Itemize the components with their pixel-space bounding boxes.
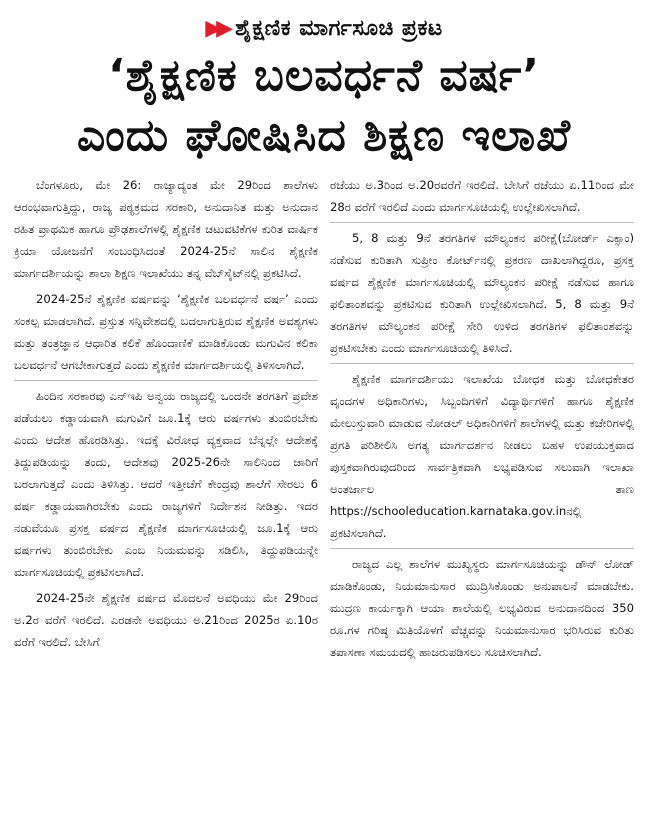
right-column [330,174,634,667]
headline-line-1: ‘ಶೈಕ್ಷಣಿಕ ಬಲವರ್ಧನೆ ವರ್ಷ’ [107,50,541,101]
paragraph: 2024-25ನೆ ಶೈಕ್ಷಣಿಕ ವರ್ಷವನ್ನು ‘ಶೈಕ್ಷಣಿಕ ಬಲವರ್ಧನೆ ವರ್ಷ’ ಎಂದು ಸಂಕಲ್ಪ ಮಾಡಲಾಗಿದೆ. ಪ್ರಸ್ತುತ ಸನ್ನಿವೇಶದಲ್ಲಿ ಬದಲಾಗುತ್ತಿರುವ ಶೈಕ್ಷಣಿಕ ಅವಶ್ಯಗಳು ಮತ್ತು ತಂತ್ರಜ್ಞಾನ ಆಧಾರಿತ ಕಲಿಕೆ ಹೊಂದಾಣಿಕೆ ಮಾಡಿಕೊಂಡು ಮಗುವಿನ ಕಲಿಕಾ ಬಲವರ್ಧನೆ ಆಗಬೇಕಾಗುತ್ತದೆ ಎಂದು ಶೈಕ್ಷಣಿಕ ಮಾರ್ಗದರ್ಶಿಯಲ್ಲಿ ತಿಳಿಸಲಾಗಿದೆ. [14,292,318,372]
headline-line-2: ಎಂದು ಘೋಷಿಸಿದ ಶಿಕ್ಷಣ ಇಲಾಖೆ [77,110,571,161]
double-arrow-icon: ▶▶ [205,15,228,41]
paragraph: ರಾಜ್ಯದ ಎಲ್ಲ ಶಾಲೆಗಳ ಮುಖ್ಯಸ್ಥರು ಮಾರ್ಗಸೂಚಿಯನ್ನು ಡೌನ್ ಲೋಡ್ ಮಾಡಿಕೊಂಡು, ನಿಯಮಾನುಸಾರ ಮುದ್ರಿಸಿಕೊಂಡು ಅನುಪಾಲನೆ ಮಾಡಬೇಕು. ಮುದ್ರಣ ಕಾರ್ಯಕ್ಕಾಗಿ ಆಯಾ ಶಾಲೆಯಲ್ಲಿ ಲಭ್ಯವಿರುವ ಅನುದಾನದಿಂದ 350 ರೂ.ಗಳ ಗರಿಷ್ಠ ಮಿತಿಯೊಳಗೆ ವೆಚ್ಚವನ್ನು ನಿಯಮಾನುಸಾರ ಭರಿಸಿರುವ ಕುರಿತು ತಪಾಸಣಾ ಸಮಯದಲ್ಲಿ ಹಾಜರುಪಡಿಸಲು ಸೂಚಿಸಲಾಗಿದೆ. [330,548,634,663]
paragraph: ಬೆಂಗಳೂರು, ಮೇ 26: ರಾಜ್ಯಾದ್ಯಂತ ಮೇ 29ರಿಂದ ಶಾಲೆಗಳು ಆರಂಭವಾಗುತ್ತಿದ್ದು, ರಾಜ್ಯ ಪಠ್ಯಕ್ರಮದ ಸರಕಾರಿ, ಅನುದಾನಿತ ಮತ್ತು ಅನುದಾನ ರಹಿತ ಪ್ರಾಥಮಿಕ ಹಾಗೂ ಪ್ರೌಢಶಾಲೆಗಳಲ್ಲಿ ಶೈಕ್ಷಣಿಕ ಚಟುವಟಿಕೆಗಳ ಕುರಿತ ವಾರ್ಷಿಕ ಕ್ರಿಯಾ ಯೋಜನೆಗೆ ಸಂಬಂಧಿಸಿದಂತೆ 2024-25ನೆ ಸಾಲಿನ ಶೈಕ್ಷಣಿಕ ಮಾರ್ಗದರ್ಶಿಯನ್ನು ಶಾಲಾ ಶಿಕ್ಷಣ ಇಲಾಖೆಯು ತನ್ನ ವೆಬ್‌ಸೈಟ್‌ನಲ್ಲಿ ಪ್ರಕಟಿಸಿದೆ. [14,178,318,280]
article-body [14,174,634,667]
paragraph: ಹಿಂದಿನ ಸರಕಾರವು ಎನ್‌ಇಪಿ ಅನ್ವಯ ರಾಜ್ಯದಲ್ಲಿ ಒಂದನೇ ತರಗತಿಗೆ ಪ್ರವೇಶ ಪಡೆಯಲು ಕಡ್ಡಾಯವಾಗಿ ಮಗುವಿಗೆ ಜೂ.1ಕ್ಕೆ ಆರು ವರ್ಷಗಳು ತುಂಬಿರಬೇಕು ಎಂದು ಆದೇಶ ಹೊರಡಿಸಿತ್ತು. ಇದಕ್ಕೆ ವಿರೋಧ ವ್ಯಕ್ತವಾದ ಬೆನ್ನಲ್ಲೇ ಆದೇಶಕ್ಕೆ ತಿದ್ದುಪಡಿಯನ್ನು ತಂದು, ಆದೇಶವು 2025-26ನೇ ಸಾಲಿನಿಂದ ಜಾರಿಗೆ ಬರಲಾಗುತ್ತದೆ ಎಂದು ತಿಳಿಸಿತ್ತು. ಆದರೆ ಇತ್ತೀಚೆಗೆ ಕೇಂದ್ರವು ಶಾಲೆಗೆ ಸೇರಲು 6 ವರ್ಷ ಕಡ್ಡಾಯವಾಗಿರಬೇಕು ಎಂದು ರಾಜ್ಯಗಳಿಗೆ ನಿರ್ದೇಶನ ನೀಡಿತ್ತು. ಇದರ ನಡುವೆಯೂ ಪ್ರಸಕ್ತ ವರ್ಷದ ಶೈಕ್ಷಣಿಕ ಮಾರ್ಗಸೂಚಿಯಲ್ಲಿ ಜೂ.1ಕ್ಕೆ ಆರು ವರ್ಷಗಳು ತುಂಬಿರಬೇಕು ಎಂಬ ನಿಯಮವನ್ನು ಸಡಿಲಿಸಿ, ತಿದ್ದುಪಡಿಯನ್ನೇ ಮಾರ್ಗಸೂಚಿಯಲ್ಲಿ ಪ್ರಕಟಿಸಲಾಗಿದೆ. [14,380,318,583]
paragraph: 5, 8 ಮತ್ತು 9ನೆ ತರಗತಿಗಳ ಮೌಲ್ಯಂಕನ ಪರೀಕ್ಷೆ(ಬೋರ್ಡ್ ಎಕ್ಸಾಂ) ನಡೆಸುವ ಕುರಿತಾಗಿ ಸುಪ್ರೀಂ ಕೋರ್ಟ್‌ನಲ್ಲಿ ಪ್ರಕರಣ ದಾಖಲಾಗಿದ್ದರೂ, ಪ್ರಸಕ್ತ ವರ್ಷದ ಶೈಕ್ಷಣಿಕ ಮಾರ್ಗಸೂಚಿಯಲ್ಲಿ ಮೌಲ್ಯಂಕನ ಪರೀಕ್ಷೆ ನಡೆಸುವ ಹಾಗೂ ಫಲಿತಾಂಶವನ್ನು ಪ್ರಕಟಿಸುವ ಕುರಿತಾಗಿ ಉಲ್ಲೇಖಿಸಲಾಗಿದೆ. 5, 8 ಮತ್ತು 9ನೆ ತರಗತಿಗಳ ಮೌಲ್ಯಂಕನ ಪರೀಕ್ಷೆ ಸೇರಿ ಉಳಿದ ತರಗತಿಗಳ ಫಲಿತಾಂಶವನ್ನು ಪ್ರಕಟಿಸಬೇಕು ಎಂದು ಮಾರ್ಗಸೂಚಿಯಲ್ಲಿ ತಿಳಿಸಿದೆ. [330,222,634,359]
kicker [14,10,634,46]
paragraph: 2024-25ನೇ ಶೈಕ್ಷಣಿಕ ವರ್ಷದ ಮೊದಲನೆ ಅವಧಿಯು ಮೇ 29ರಿಂದ ಅ.2ರ ವರೆಗೆ ಇರಲಿದೆ. ಎರಡನೇ ಅವಧಿಯು ಅ.21ರಿಂದ 2025ರ ಏ.10ರ ವರೆಗೆ ಇರಲಿದೆ. ಬೇಸಿಗೆ [14,591,318,649]
headline [14,46,634,166]
kicker-text: ಶೈಕ್ಷಣಿಕ ಮಾರ್ಗಸೂಚಿ ಪ್ರಕಟ [235,15,443,41]
paragraph: ರಜೆಯು ಅ.3ರಿಂದ ಅ.20ರವರೆಗೆ ಇರಲಿದೆ. ಬೇಸಿಗೆ ರಜೆಯು ಏ.11ರಿಂದ ಮೇ 28ರ ವರೆಗೆ ಇರಲಿದೆ ಎಂದು ಮಾರ್ಗಸೂಚಿಯಲ್ಲಿ ಉಲ್ಲೇಖಿಸಲಾಗಿದೆ. [330,178,634,214]
left-column [14,174,318,667]
paragraph: ಶೈಕ್ಷಣಿಕ ಮಾರ್ಗದರ್ಶಿಯು ಇಲಾಖೆಯ ಬೋಧಕ ಮತ್ತು ಬೋಧಕೇತರ ವೃಂದಗಳ ಅಧಿಕಾರಿಗಳು, ಸಿಬ್ಬಂದಿಗಳಿಗೆ ವಿದ್ಯಾರ್ಥಿಗಳಿಗೆ ಹಾಗೂ ಶೈಕ್ಷಣಿಕ ಮೇಲುಸ್ತುವಾರಿ ಮಾಡುವ ನೋಡಲ್ ಅಧಿಕಾರಿಗಳಿಗೆ ಶಾಲೆಗಳಲ್ಲಿ ಮತ್ತು ಕಚೇರಿಗಳಲ್ಲಿ ಪ್ರಗತಿ ಪರಿಶೀಲಿಸಿ ಅಗತ್ಯ ಮಾರ್ಗದರ್ಶನ ನೀಡಲು ಬಹಳ ಉಪಯುಕ್ತವಾದ ಪುಸ್ತಕವಾಗಿರುವುದರಿಂದ ಸಾರ್ವತ್ರಿಕವಾಗಿ ಲಭ್ಯಪಡಿಸುವ ಸಲುವಾಗಿ ಇಲಾಖಾ ಅಂತರ್ಜಾಲ ತಾಣ https://schooleducation.karnataka.gov.inನಲ್ಲಿ ಪ್ರಕಟಿಸಲಾಗಿದೆ. [330,363,634,544]
